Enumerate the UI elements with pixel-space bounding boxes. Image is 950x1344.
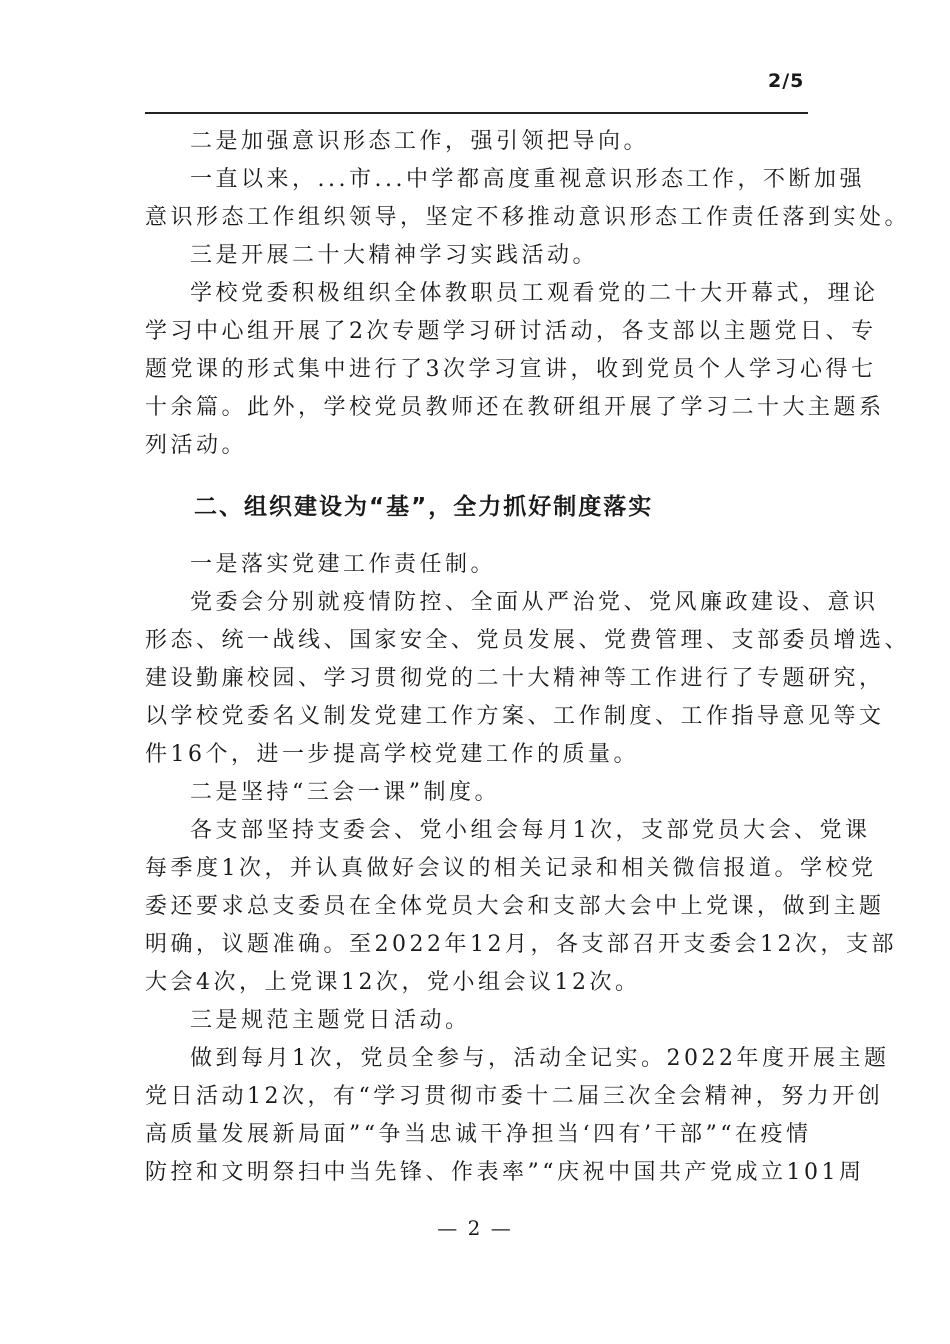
paragraph-line: 建设勤廉校园、学习贯彻党的二十大精神等工作进行了专题研究， (145, 666, 885, 691)
paragraph-line: 大会4次，上党课12次，党小组会议12次。 (145, 970, 641, 995)
paragraph-line: 列活动。 (145, 433, 248, 458)
paragraph-line: 党委会分别就疫情防控、全面从严治党、党风廉政建设、意识 (190, 590, 879, 615)
paragraph-line: 三是开展二十大精神学习实践活动。 (190, 243, 599, 268)
section-2-body (145, 546, 911, 1192)
paragraph-line: 明确，议题准确。至2022年12月，各支部召开支委会12次，支部 (145, 932, 897, 957)
paragraph-line: 党日活动12次，有“学习贯彻市委十二届三次全会精神，努力开创 (145, 1084, 884, 1109)
page-counter: 2/5 (768, 70, 805, 92)
paragraph-line: 每季度1次，并认真做好会议的相关记录和相关微信报道。学校党 (145, 856, 877, 881)
paragraph-line: 各支部坚持支委会、党小组会每月1次，支部党员大会、党课 (190, 818, 871, 843)
paragraph-line: 形态、统一战线、国家安全、党员发展、党费管理、支部委员增选、 (145, 628, 911, 653)
paragraph-line: 件16个，进一步提高学校党建工作的质量。 (145, 742, 639, 767)
paragraph-line: 意识形态工作组织领导，坚定不移推动意识形态工作责任落到实处。 (145, 205, 911, 230)
paragraph-line: 一是落实党建工作责任制。 (190, 552, 497, 577)
paragraph-line: 一直以来，...市...中学都高度重视意识形态工作，不断加强 (190, 167, 865, 192)
header-divider (145, 112, 808, 114)
paragraph-line: 二是坚持“三会一课”制度。 (190, 780, 500, 805)
section-heading: 二、组织建设为“基”，全力抓好制度落实 (194, 494, 654, 520)
paragraph-line: 做到每月1次，党员全参与，活动全记实。2022年度开展主题 (190, 1046, 890, 1071)
paragraph-line: 二是加强意识形态工作，强引领把导向。 (190, 129, 650, 154)
paragraph-line: 三是规范主题党日活动。 (190, 1008, 471, 1033)
paragraph-line: 学习中心组开展了2次专题学习研讨活动，各支部以主题党日、专 (145, 319, 877, 344)
paragraph-line: 十余篇。此外，学校党员教师还在教研组开展了学习二十大主题系 (145, 395, 885, 420)
section-1-body (145, 123, 911, 465)
page-number-footer: — 2 — (437, 1216, 513, 1240)
paragraph-line: 高质量发展新局面”“争当忠诚干净担当‘四有’干部”“在疫情 (145, 1122, 812, 1147)
paragraph-line: 防控和文明祭扫中当先锋、作表率”“庆祝中国共产党成立101周 (145, 1160, 865, 1185)
paragraph-line: 题党课的形式集中进行了3次学习宣讲，收到党员个人学习心得七 (145, 357, 877, 382)
paragraph-line: 委还要求总支委员在全体党员大会和支部大会中上党课，做到主题 (145, 894, 885, 919)
paragraph-line: 学校党委积极组织全体教职员工观看党的二十大开幕式，理论 (190, 281, 879, 306)
paragraph-line: 以学校党委名义制发党建工作方案、工作制度、工作指导意见等文 (145, 704, 885, 729)
